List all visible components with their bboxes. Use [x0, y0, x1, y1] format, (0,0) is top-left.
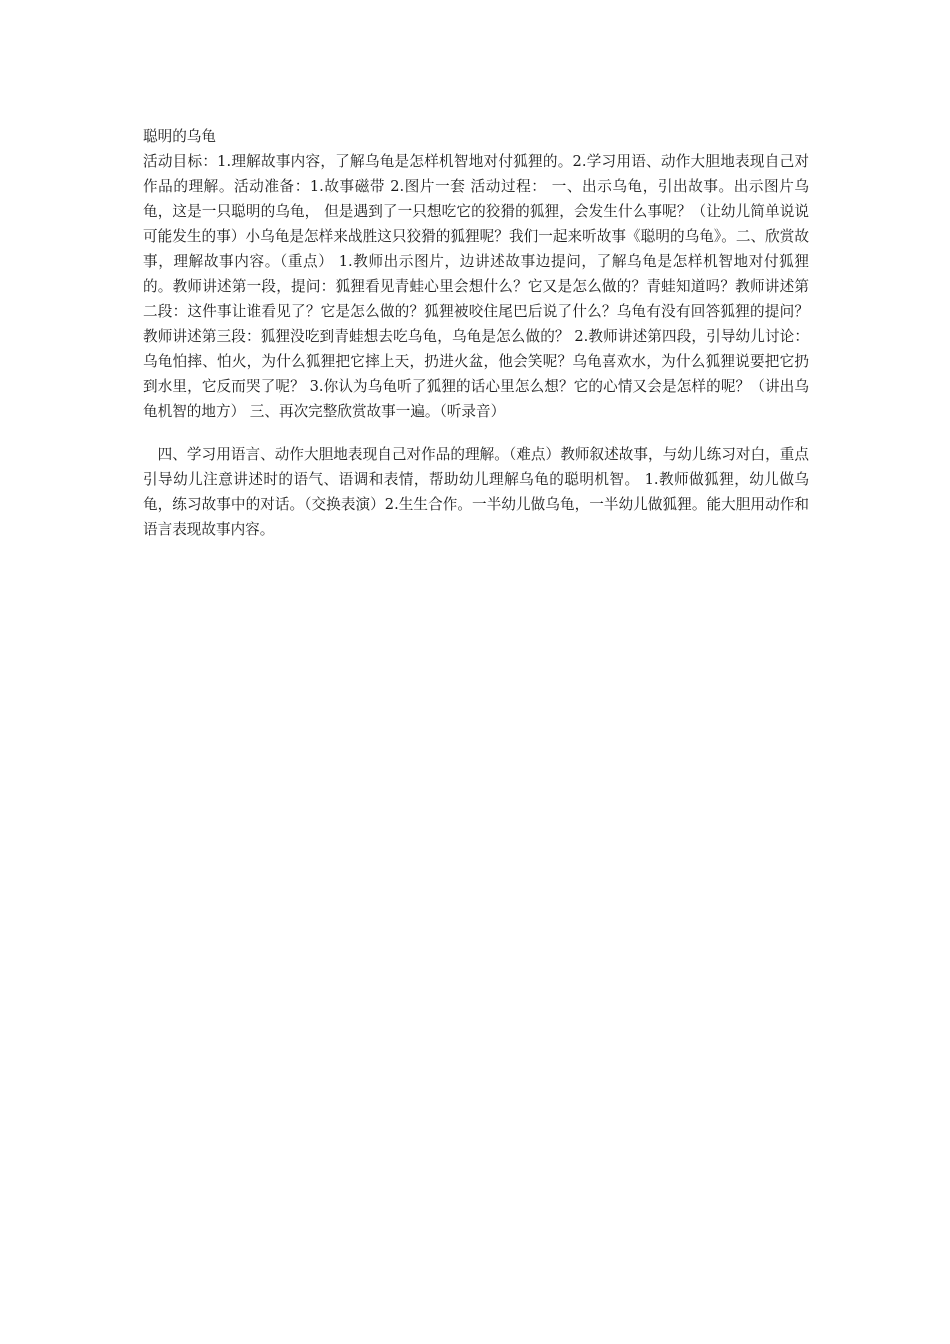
body-paragraph-1: 活动目标：1.理解故事内容，了解乌龟是怎样机智地对付狐狸的。2.学习用语、动作大胆地表现自己对作品的理解。活动准备：1.故事磁带 2.图片一套 活动过程： 一、出示乌龟，引出故事。出示图片乌龟，这是一只聪明的乌龟， 但是遇到了一只想吃它的狡猾的狐狸，会发生什么事呢？（让幼儿简单说说可能发生的事）小乌龟是怎样来战胜这只狡猾的狐狸呢？我们一起来听故事《聪明的乌龟》。二、欣赏故事，理解故事内容。（重点） 1.教师出示图片，边讲述故事边提问，了解乌龟是怎样机智地对付狐狸的。教师讲述第一段，提问：狐狸看见青蛙心里会想什么？它又是怎么做的？青蛙知道吗？教师讲述第二段：这件事让谁看见了？它是怎么做的？狐狸被咬住尾巴后说了什么？乌龟有没有回答狐狸的提问？教师讲述第三段：狐狸没吃到青蛙想去吃乌龟，乌龟是怎么做的？ 2.教师讲述第四段，引导幼儿讨论：乌龟怕摔、怕火，为什么狐狸把它摔上天，扔进火盆，他会笑呢？乌龟喜欢水，为什么狐狸说要把它扔到水里，它反而哭了呢？ 3.你认为乌龟听了狐狸的话心里怎么想？它的心情又会是怎样的呢？（讲出乌龟机智的地方） 三、再次完整欣赏故事一遍。（听录音） [143, 153, 809, 420]
body-paragraph-2: 四、学习用语言、动作大胆地表现自己对作品的理解。（难点）教师叙述故事，与幼儿练习对白，重点引导幼儿注意讲述时的语气、语调和表情，帮助幼儿理解乌龟的聪明机智。 1.教师做狐狸，幼儿做乌龟，练习故事中的对话。（交换表演）2.生生合作。一半幼儿做乌龟，一半幼儿做狐狸。能大胆用动作和语言表现故事内容。 [143, 446, 809, 538]
document-page [143, 124, 809, 542]
document-title: 聪明的乌龟 [143, 128, 216, 145]
